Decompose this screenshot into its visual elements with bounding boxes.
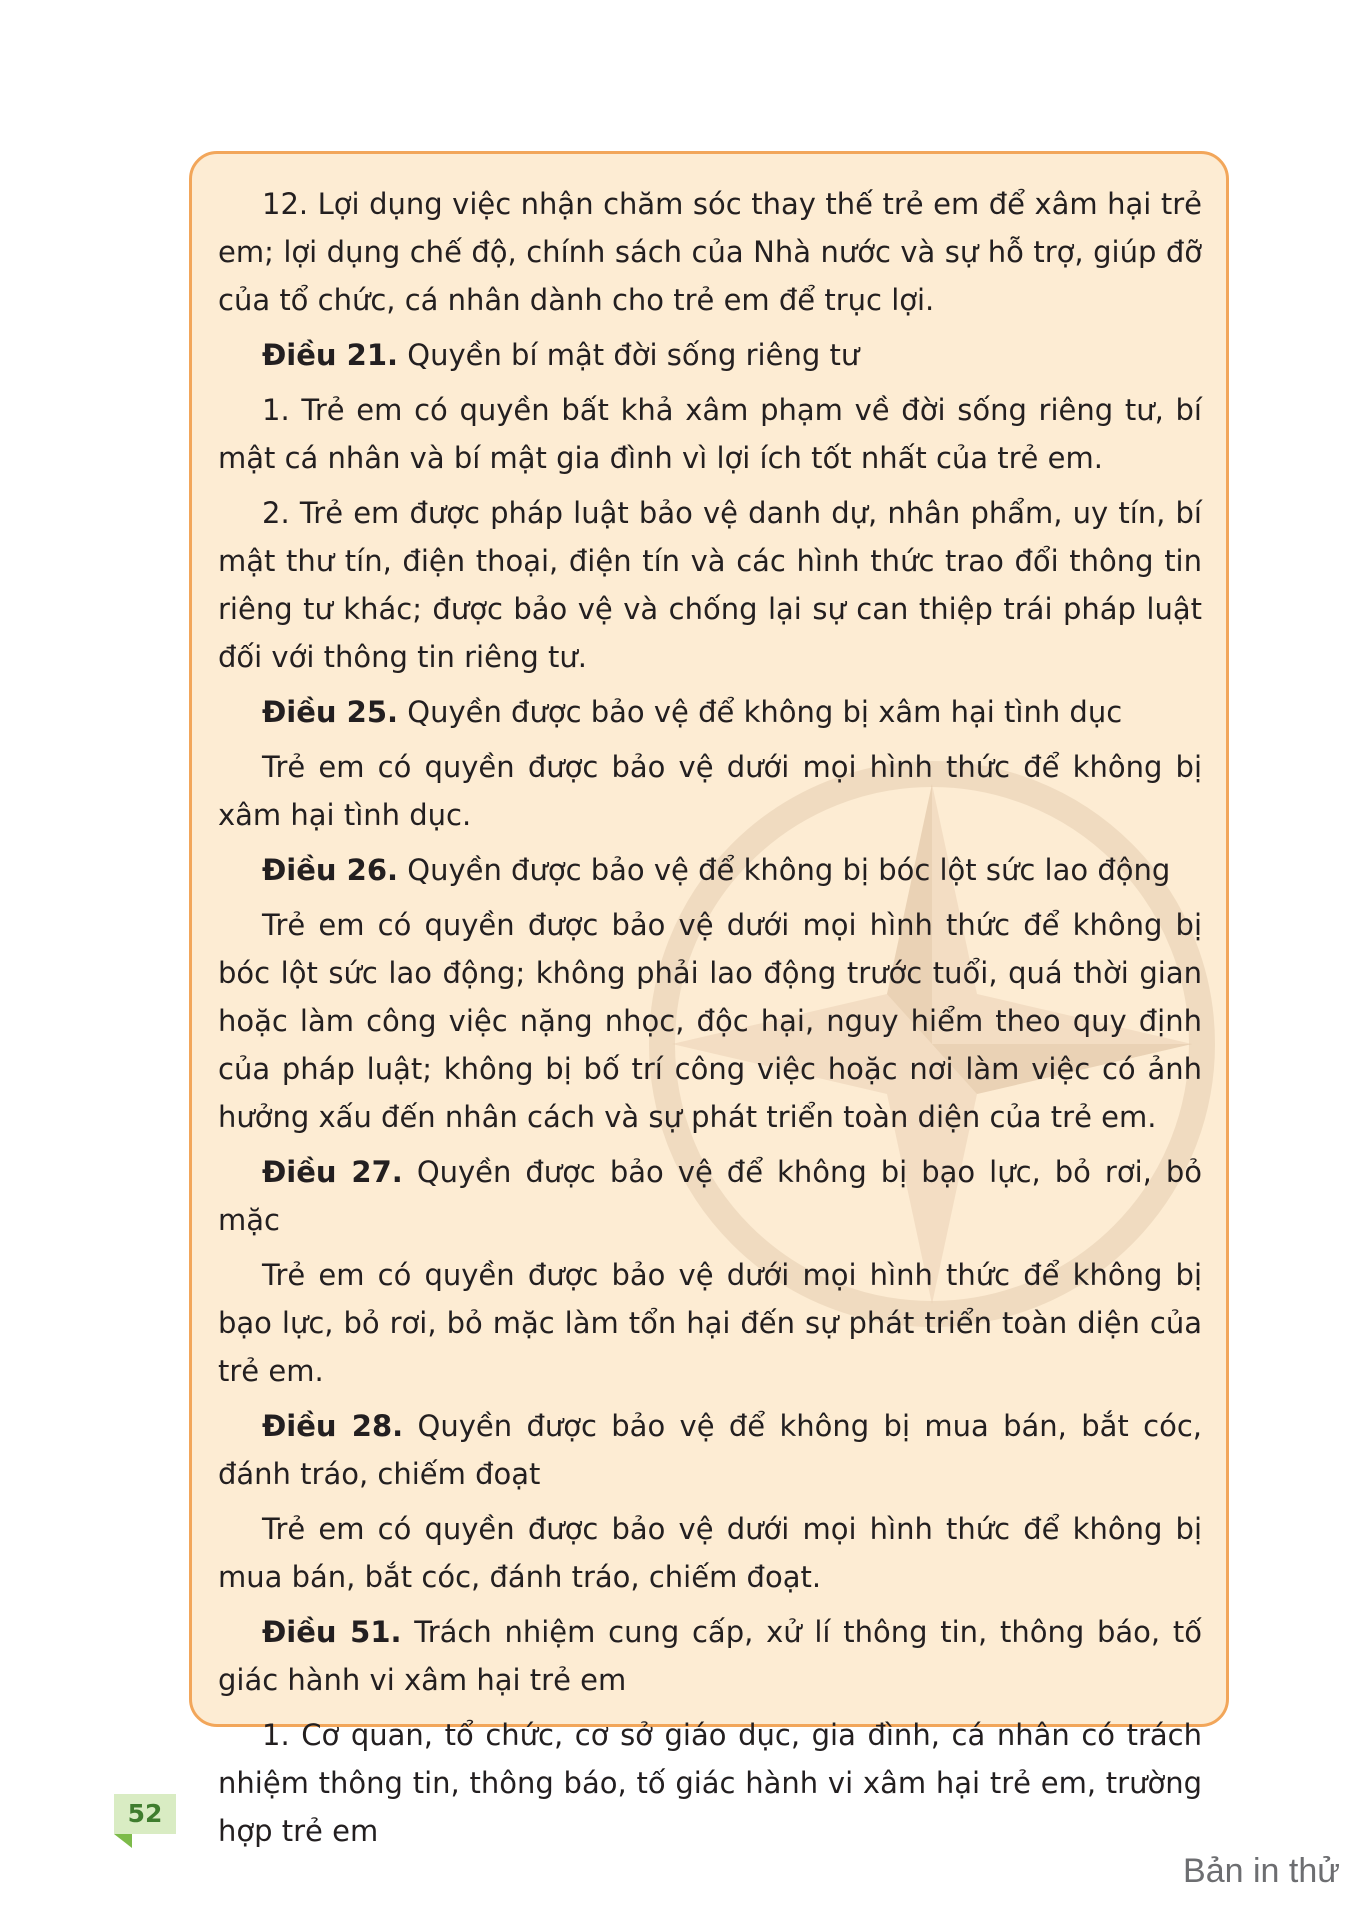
law-text: [218, 180, 1202, 1862]
paragraph: Trẻ em có quyền được bảo vệ dưới mọi hình thức để không bị bạo lực, bỏ rơi, bỏ mặc làm tổn hại đến sự phát triển toàn diện của trẻ em.: [218, 1258, 1202, 1388]
paragraph: Trẻ em có quyền được bảo vệ dưới mọi hình thức để không bị bóc lột sức lao động; không phải lao động trước tuổi, quá thời gian hoặc làm công việc nặng nhọc, độc hại, nguy hiểm theo quy định của pháp luật; không bị bố trí công việc hoặc nơi làm việc có ảnh hưởng xấu đến nhân cách và sự phát triển toàn diện của trẻ em.: [218, 908, 1202, 1134]
article-heading: Điều 21. Quyền bí mật đời sống riêng tư: [262, 338, 860, 372]
page-tab-icon: [114, 1834, 132, 1848]
paragraph: 1. Trẻ em có quyền bất khả xâm phạm về đời sống riêng tư, bí mật cá nhân và bí mật gia đình vì lợi ích tốt nhất của trẻ em.: [218, 393, 1202, 475]
paragraph: 12. Lợi dụng việc nhận chăm sóc thay thế trẻ em để xâm hại trẻ em; lợi dụng chế độ, chính sách của Nhà nước và sự hỗ trợ, giúp đỡ của tổ chức, cá nhân dành cho trẻ em để trục lợi.: [218, 187, 1202, 317]
article-heading: Điều 26. Quyền được bảo vệ để không bị bóc lột sức lao động: [262, 853, 1171, 887]
page-number: 52: [114, 1794, 176, 1834]
proof-label: Bản in thử: [1183, 1852, 1340, 1890]
paragraph: 1. Cơ quan, tổ chức, cơ sở giáo dục, gia đình, cá nhân có trách nhiệm thông tin, thông báo, tố giác hành vi xâm hại trẻ em, trường hợp trẻ em: [218, 1718, 1202, 1848]
article-heading: Điều 27. Quyền được bảo vệ để không bị bạo lực, bỏ rơi, bỏ mặc: [218, 1155, 1202, 1237]
paragraph: 2. Trẻ em được pháp luật bảo vệ danh dự, nhân phẩm, uy tín, bí mật thư tín, điện thoại, điện tín và các hình thức trao đổi thông tin riêng tư khác; được bảo vệ và chống lại sự can thiệp trái pháp luật đối với thông tin riêng tư.: [218, 496, 1202, 674]
paragraph: Trẻ em có quyền được bảo vệ dưới mọi hình thức để không bị xâm hại tình dục.: [218, 750, 1202, 832]
article-heading: Điều 25. Quyền được bảo vệ để không bị xâm hại tình dục: [262, 695, 1123, 729]
article-heading: Điều 28. Quyền được bảo vệ để không bị mua bán, bắt cóc, đánh tráo, chiếm đoạt: [218, 1409, 1202, 1491]
article-heading: Điều 51. Trách nhiệm cung cấp, xử lí thông tin, thông báo, tố giác hành vi xâm hại trẻ em: [218, 1615, 1202, 1697]
paragraph: Trẻ em có quyền được bảo vệ dưới mọi hình thức để không bị mua bán, bắt cóc, đánh tráo, chiếm đoạt.: [218, 1512, 1202, 1594]
